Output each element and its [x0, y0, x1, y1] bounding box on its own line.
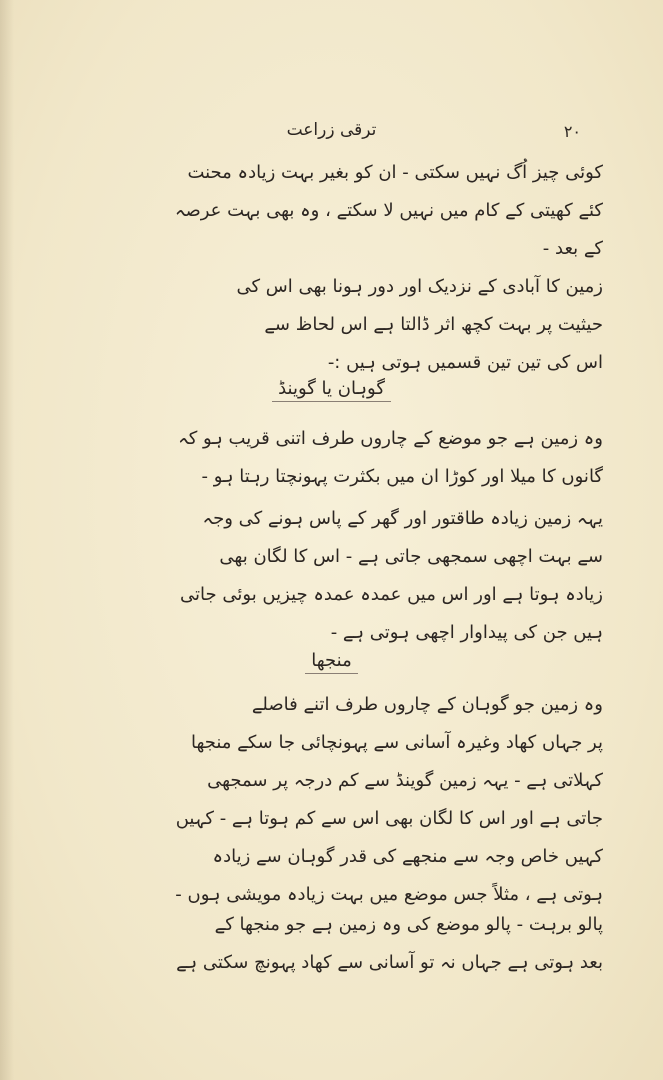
section-heading-gohan	[0, 378, 663, 402]
text-line: یہہ زمین زیادہ طاقتور اور گھر کے پاس ہونے کی وجہ	[202, 508, 603, 529]
text-line: پالو برہت - پالو موضع کی وہ زمین ہے جو منجھا کے	[214, 914, 603, 935]
text-line: سے بہت اچھی سمجھی جاتی ہے - اس کا لگان بھی	[219, 546, 603, 567]
page-edge-shadow	[0, 0, 14, 1080]
text-line: زیادہ ہوتا ہے اور اس میں عمدہ عمدہ چیزیں بوئی جاتی	[180, 584, 603, 605]
paragraph-3	[90, 420, 603, 496]
page-header	[60, 116, 603, 156]
section-heading-text: منجھا	[305, 650, 357, 674]
paragraph-4	[90, 500, 603, 652]
text-line: وہ زمین جو گوہان کے چاروں طرف اتنے فاصلے	[251, 694, 603, 715]
running-title: ترقی زراعت	[286, 120, 377, 140]
paragraph-2	[90, 268, 603, 382]
text-line: وہ زمین ہے جو موضع کے چاروں طرف اتنی قریب ہو کہ	[178, 428, 603, 449]
text-line: کے بعد -	[542, 238, 603, 259]
text-line: کہیں خاص وجہ سے منجھے کی قدر گوہان سے زیادہ	[212, 846, 603, 867]
paragraph-1	[90, 154, 603, 268]
section-heading-manjha	[0, 650, 663, 674]
text-line: ہوتی ہے ، مثلاً جس موضع میں بہت زیادہ مویشی ہوں -	[175, 884, 603, 905]
text-line: اس کی تین تین قسمیں ہوتی ہیں :-	[327, 352, 603, 373]
paragraph-6	[90, 906, 603, 982]
paragraph-5	[90, 686, 603, 914]
text-line: زمین کا آبادی کے نزدیک اور دور ہونا بھی اس کی	[236, 276, 603, 297]
text-line: گانوں کا میلا اور کوڑا ان میں بکثرت پہونچتا رہتا ہو -	[201, 466, 603, 487]
text-line: ہیں جن کی پیداوار اچھی ہوتی ہے -	[330, 622, 603, 643]
text-line: کہلاتی ہے - یہہ زمین گوینڈ سے کم درجہ پر سمجھی	[207, 770, 603, 791]
text-line: حیثیت پر بہت کچھ اثر ڈالتا ہے اس لحاظ سے	[264, 314, 603, 335]
section-heading-text: گوہان یا گوینڈ	[272, 378, 391, 402]
text-line: جاتی ہے اور اس کا لگان بھی اس سے کم ہوتا ہے - کہیں	[175, 808, 603, 829]
page-number: ۲۰	[563, 122, 581, 141]
text-line: بعد ہوتی ہے جہاں نہ تو آسانی سے کھاد پہونچ سکتی ہے	[176, 952, 603, 973]
text-line: کوئی چیز اُگ نہیں سکتی - ان کو بغیر بہت زیادہ محنت	[187, 162, 603, 183]
text-line: کئے کھیتی کے کام میں نہیں لا سکتے ، وہ بھی بہت عرصہ	[174, 200, 603, 221]
text-line: پر جہاں کھاد وغیرہ آسانی سے پہونچائی جا سکے منجھا	[190, 732, 603, 753]
